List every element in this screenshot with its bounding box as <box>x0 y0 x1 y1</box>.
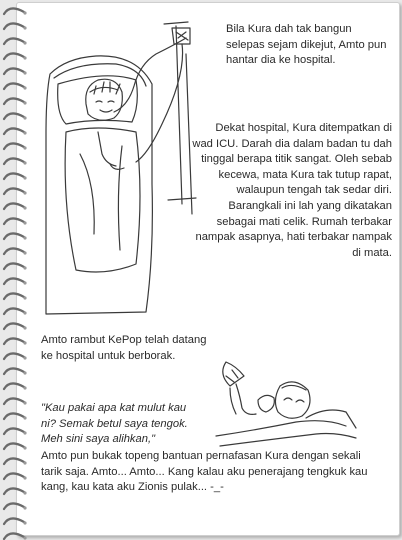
binding-hole <box>23 26 26 29</box>
binding-hole <box>23 356 26 359</box>
paragraph-2: Dekat hospital, Kura ditempatkan di wad ICU. Darah dia dalam badan tu dah tinggal berapa titik sangat. Oleh sebab kecewa, mata Kura tak tutup rapat, walaupun tengah tak sedar diri. Barangkali ini lah yang dikatakan sebagai mati celik. Rumah terbakar nampak asapnya, hati terbakar nampak di mata. <box>192 122 392 259</box>
binding-hole <box>23 146 26 149</box>
spiral-ring <box>4 113 24 119</box>
spiral-ring <box>4 413 24 419</box>
binding-hole <box>23 56 26 59</box>
binding-hole <box>23 11 26 14</box>
spiral-ring <box>4 248 24 254</box>
binding-hole <box>23 221 26 224</box>
spiral-ring <box>4 293 24 299</box>
spiral-ring <box>4 158 24 164</box>
paragraph-4: Amto pun bukak topeng bantuan pernafasan Kura dengan sekali tarik saja. Amto... Amto... Kang kalau aku penerajang tengkuk kau kang, kau kata aku Zionis pulak... -_- <box>41 450 368 494</box>
binding-hole <box>23 386 26 389</box>
spiral-ring <box>4 353 24 359</box>
binding-hole <box>23 371 26 374</box>
spiral-ring <box>4 458 24 464</box>
spiral-ring <box>4 368 24 374</box>
binding-hole <box>23 431 26 434</box>
spiral-ring <box>4 443 24 449</box>
binding-hole <box>23 341 26 344</box>
spiral-ring <box>4 53 24 59</box>
spiral-ring <box>4 128 24 134</box>
spiral-ring <box>4 473 24 479</box>
spiral-ring <box>4 173 24 179</box>
spiral-ring <box>4 233 24 239</box>
binding-hole <box>23 311 26 314</box>
binding-hole <box>23 161 26 164</box>
binding-hole <box>23 461 26 464</box>
binding-hole <box>23 266 26 269</box>
binding-hole <box>23 116 26 119</box>
spiral-ring <box>4 23 24 29</box>
spiral-ring <box>4 323 24 329</box>
binding-hole <box>23 506 26 509</box>
binding-hole <box>23 251 26 254</box>
spiral-ring <box>4 38 24 44</box>
binding-hole <box>23 296 26 299</box>
spiral-ring <box>4 143 24 149</box>
spiral-ring <box>4 488 24 494</box>
binding-hole <box>23 71 26 74</box>
binding-hole <box>23 416 26 419</box>
binding-hole <box>23 326 26 329</box>
spiral-ring <box>4 503 24 509</box>
binding-hole <box>23 236 26 239</box>
spiral-ring <box>4 308 24 314</box>
spiral-ring <box>4 533 24 539</box>
binding-hole <box>23 521 26 524</box>
dialogue-quote: "Kau pakai apa kat mulut kau ni? Semak betul saya tengok. Meh sini saya alihkan," <box>41 402 188 446</box>
mask-pulling-sketch <box>196 356 386 456</box>
spiral-ring <box>4 278 24 284</box>
spiral-ring <box>4 83 24 89</box>
spiral-ring <box>4 188 24 194</box>
spiral-ring <box>4 383 24 389</box>
spiral-ring <box>4 338 24 344</box>
binding-hole <box>23 131 26 134</box>
binding-hole <box>23 536 26 539</box>
binding-hole <box>23 476 26 479</box>
spiral-ring <box>4 68 24 74</box>
binding-hole <box>23 86 26 89</box>
spiral-ring <box>4 203 24 209</box>
binding-hole <box>23 281 26 284</box>
binding-hole <box>23 491 26 494</box>
spiral-ring <box>4 218 24 224</box>
paragraph-3: Amto rambut KePop telah datang ke hospital untuk berborak. <box>41 334 207 362</box>
binding-hole <box>23 401 26 404</box>
binding-hole <box>23 206 26 209</box>
spiral-ring <box>4 518 24 524</box>
binding-hole <box>23 101 26 104</box>
binding-hole <box>23 176 26 179</box>
paragraph-1: Bila Kura dah tak bangun selepas sejam dikejut, Amto pun hantar dia ke hospital. <box>226 23 387 67</box>
spiral-ring <box>4 8 24 14</box>
binding-hole <box>23 446 26 449</box>
binding-hole <box>23 41 26 44</box>
spiral-ring <box>4 428 24 434</box>
spiral-ring <box>4 398 24 404</box>
spiral-binding <box>0 0 34 540</box>
binding-hole <box>23 191 26 194</box>
spiral-ring <box>4 98 24 104</box>
spiral-ring <box>4 263 24 269</box>
